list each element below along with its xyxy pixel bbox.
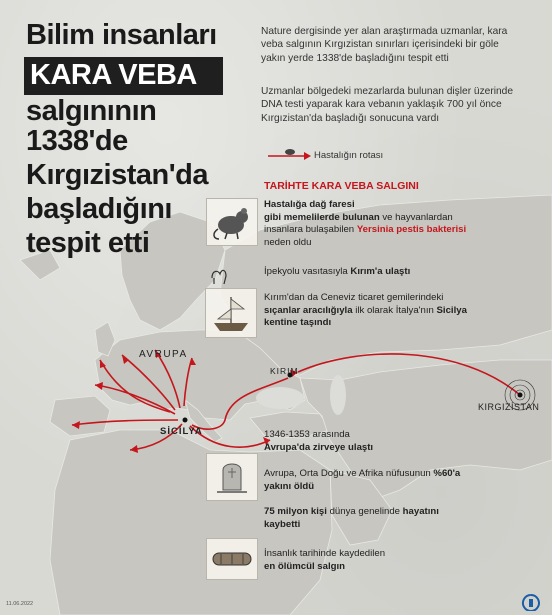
fact-population-a: Avrupa, Orta Doğu ve Afrika nüfusunun	[264, 468, 434, 479]
bacteria-icon	[207, 539, 257, 579]
map-label-kirim: KIRIM	[270, 366, 299, 376]
fact-sicily-a: Kırım'dan da Ceneviz ticaret gemilerindeki	[264, 292, 444, 303]
map-label-kirgizistan: KIRGIZİSTAN	[478, 402, 540, 412]
fact-deaths-a: 75 milyon kişi	[264, 506, 327, 517]
fact-deaths-c: hayatını kaybetti	[264, 506, 439, 530]
agency-logo-icon	[521, 593, 541, 611]
intro-paragraph-1: Nature dergisinde yer alan araştırmada uzmanlar, kara veba salgının Kırgızistan sınırları içerisindeki bir göle yakın yerde 1338'de başladığını tespit etti	[261, 26, 508, 64]
gravestone-icon-box	[206, 453, 258, 501]
title-line-4: 1338'de	[26, 125, 128, 157]
fact-sicily-d: Sicilya kentine taşındı	[264, 304, 467, 329]
bacteria-icon-box	[206, 538, 258, 580]
caravan-icon-box	[208, 258, 228, 286]
fact-deadliest	[264, 548, 474, 573]
sicilya-dot	[183, 418, 188, 423]
title-line-6: başladığını	[26, 193, 172, 225]
black-sea	[256, 387, 304, 409]
route-legend-label: Hastalığın rotası	[314, 150, 384, 161]
fact-sicily-b: sıçanlar aracılığıyla	[264, 304, 353, 316]
fact-population-b: %60'a yakını öldü	[264, 468, 461, 492]
kirgizistan-dot	[518, 393, 523, 398]
fact-deadliest-b: en ölümcül salgın	[264, 560, 346, 572]
gravestone-icon	[207, 454, 257, 500]
route-legend-arrow-icon	[266, 147, 312, 163]
route-legend	[266, 147, 466, 163]
title-line-7: tespit etti	[26, 227, 150, 259]
map-label-avrupa: AVRUPA	[139, 349, 188, 360]
fact-deadliest-a: İnsanlık tarihinde kaydedilen	[264, 548, 386, 559]
fact-population	[264, 468, 474, 493]
fact-silk-road-b: Kırım'a ulaştı	[350, 266, 411, 277]
fact-sicily-c: ilk olarak İtalya'nın	[352, 304, 437, 316]
title-line-5: Kırgızistan'da	[26, 159, 208, 191]
caravan-icon	[208, 258, 228, 286]
fact-cause-c: ve hayvanlardan insanlara bulaşabilen	[264, 211, 453, 236]
caspian-sea	[330, 375, 346, 415]
rat-icon	[207, 199, 257, 245]
fact-peak-b: Avrupa'da zirveye ulaştı	[264, 441, 374, 453]
fact-sicily	[264, 292, 474, 330]
title-highlight: KARA VEBA	[30, 59, 197, 91]
fact-cause-a: Hastalığa dağ faresi	[264, 199, 355, 210]
fact-cause	[264, 199, 474, 249]
footer-date: 11.06.2022	[6, 601, 34, 607]
fact-peak	[264, 429, 474, 454]
fact-cause-d: Yersinia pestis bakterisi	[356, 224, 467, 236]
fact-deaths-b: dünya genelinde	[326, 506, 403, 517]
fact-cause-e: neden oldu	[264, 236, 312, 248]
rat-icon-box	[206, 198, 258, 246]
fact-silk-road-a: İpekyolu vasıtasıyla	[264, 266, 351, 277]
ship-icon-box	[205, 288, 257, 338]
intro-paragraph-2: Uzmanlar bölgedeki mezarlarda bulunan dişler üzerinde DNA testi yaparak kara vebanın yaklaşık 700 yıl önce Kırgızistan'da başladığı sonucuna vardı	[261, 86, 513, 124]
fact-cause-b: gibi memelilerde bulunan	[264, 211, 380, 223]
section-title: TARİHTE KARA VEBA SALGINI	[264, 180, 419, 192]
title-line-1: Bilim insanları	[26, 19, 217, 51]
title-highlight-box	[24, 57, 223, 95]
title-line-3: salgınının	[26, 95, 157, 127]
ship-icon	[206, 289, 256, 337]
map-label-sicilya: SİCİLYA	[160, 426, 203, 437]
fact-silk-road	[264, 266, 474, 279]
fact-peak-a: 1346-1353 arasında	[264, 429, 350, 440]
iberia-landmass	[50, 396, 110, 436]
fact-deaths	[264, 506, 474, 531]
